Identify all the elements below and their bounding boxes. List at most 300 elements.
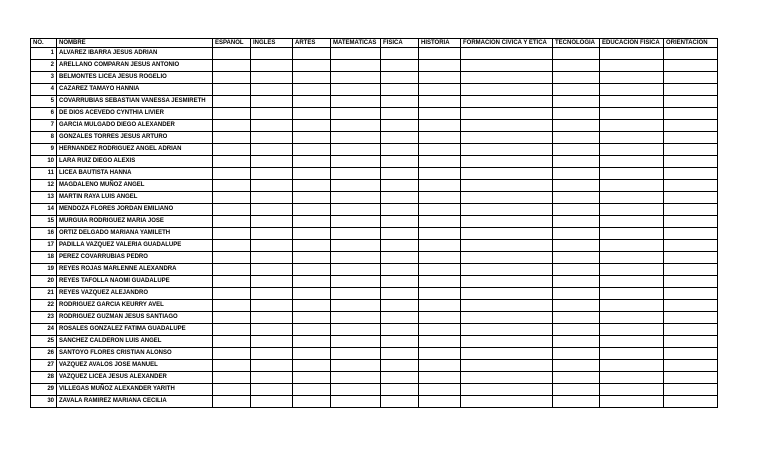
grade-cell[interactable] [213, 336, 251, 348]
grade-cell[interactable] [600, 132, 664, 144]
grade-cell[interactable] [251, 300, 293, 312]
grade-cell[interactable] [293, 180, 331, 192]
grade-cell[interactable] [664, 264, 718, 276]
grade-cell[interactable] [331, 204, 381, 216]
grade-cell[interactable] [600, 312, 664, 324]
grade-cell[interactable] [293, 192, 331, 204]
grade-cell[interactable] [600, 264, 664, 276]
grade-cell[interactable] [381, 372, 419, 384]
grade-cell[interactable] [461, 324, 553, 336]
grade-cell[interactable] [213, 300, 251, 312]
grade-cell[interactable] [251, 264, 293, 276]
grade-cell[interactable] [213, 360, 251, 372]
grade-cell[interactable] [664, 60, 718, 72]
grade-cell[interactable] [331, 192, 381, 204]
grade-cell[interactable] [213, 288, 251, 300]
grade-cell[interactable] [461, 132, 553, 144]
grade-cell[interactable] [213, 396, 251, 408]
grade-cell[interactable] [419, 360, 461, 372]
grade-cell[interactable] [293, 156, 331, 168]
grade-cell[interactable] [664, 360, 718, 372]
grade-cell[interactable] [600, 372, 664, 384]
grade-cell[interactable] [251, 348, 293, 360]
grade-cell[interactable] [213, 276, 251, 288]
grade-cell[interactable] [331, 348, 381, 360]
grade-cell[interactable] [664, 396, 718, 408]
grade-cell[interactable] [600, 336, 664, 348]
grade-cell[interactable] [251, 228, 293, 240]
grade-cell[interactable] [213, 96, 251, 108]
grade-cell[interactable] [381, 360, 419, 372]
grade-cell[interactable] [331, 60, 381, 72]
grade-cell[interactable] [381, 300, 419, 312]
grade-cell[interactable] [251, 180, 293, 192]
grade-cell[interactable] [553, 288, 600, 300]
grade-cell[interactable] [293, 216, 331, 228]
grade-cell[interactable] [293, 84, 331, 96]
grade-cell[interactable] [600, 72, 664, 84]
grade-cell[interactable] [213, 216, 251, 228]
grade-cell[interactable] [331, 240, 381, 252]
grade-cell[interactable] [293, 240, 331, 252]
grade-cell[interactable] [251, 276, 293, 288]
grade-cell[interactable] [293, 336, 331, 348]
grade-cell[interactable] [251, 132, 293, 144]
grade-cell[interactable] [213, 72, 251, 84]
grade-cell[interactable] [664, 192, 718, 204]
grade-cell[interactable] [213, 132, 251, 144]
grade-cell[interactable] [293, 48, 331, 60]
grade-cell[interactable] [419, 216, 461, 228]
grade-cell[interactable] [381, 96, 419, 108]
grade-cell[interactable] [419, 276, 461, 288]
grade-cell[interactable] [600, 384, 664, 396]
grade-cell[interactable] [293, 348, 331, 360]
grade-cell[interactable] [331, 72, 381, 84]
grade-cell[interactable] [461, 288, 553, 300]
grade-cell[interactable] [293, 72, 331, 84]
grade-cell[interactable] [600, 108, 664, 120]
grade-cell[interactable] [419, 372, 461, 384]
grade-cell[interactable] [553, 168, 600, 180]
grade-cell[interactable] [213, 228, 251, 240]
grade-cell[interactable] [553, 216, 600, 228]
grade-cell[interactable] [251, 204, 293, 216]
grade-cell[interactable] [600, 60, 664, 72]
grade-cell[interactable] [251, 120, 293, 132]
grade-cell[interactable] [419, 312, 461, 324]
grade-cell[interactable] [331, 288, 381, 300]
grade-cell[interactable] [553, 240, 600, 252]
grade-cell[interactable] [553, 264, 600, 276]
grade-cell[interactable] [381, 396, 419, 408]
grade-cell[interactable] [419, 348, 461, 360]
grade-cell[interactable] [553, 276, 600, 288]
grade-cell[interactable] [331, 360, 381, 372]
grade-cell[interactable] [293, 96, 331, 108]
grade-cell[interactable] [251, 336, 293, 348]
grade-cell[interactable] [461, 48, 553, 60]
grade-cell[interactable] [251, 168, 293, 180]
grade-cell[interactable] [461, 276, 553, 288]
grade-cell[interactable] [461, 312, 553, 324]
grade-cell[interactable] [251, 240, 293, 252]
grade-cell[interactable] [553, 396, 600, 408]
grade-cell[interactable] [461, 372, 553, 384]
grade-cell[interactable] [664, 204, 718, 216]
grade-cell[interactable] [331, 144, 381, 156]
grade-cell[interactable] [419, 240, 461, 252]
grade-cell[interactable] [664, 108, 718, 120]
grade-cell[interactable] [600, 144, 664, 156]
grade-cell[interactable] [293, 168, 331, 180]
grade-cell[interactable] [381, 180, 419, 192]
grade-cell[interactable] [251, 216, 293, 228]
grade-cell[interactable] [331, 312, 381, 324]
grade-cell[interactable] [553, 60, 600, 72]
grade-cell[interactable] [664, 144, 718, 156]
grade-cell[interactable] [251, 156, 293, 168]
grade-cell[interactable] [461, 84, 553, 96]
grade-cell[interactable] [213, 84, 251, 96]
grade-cell[interactable] [419, 48, 461, 60]
grade-cell[interactable] [381, 144, 419, 156]
grade-cell[interactable] [664, 288, 718, 300]
grade-cell[interactable] [331, 216, 381, 228]
grade-cell[interactable] [419, 264, 461, 276]
grade-cell[interactable] [381, 84, 419, 96]
grade-cell[interactable] [664, 156, 718, 168]
grade-cell[interactable] [331, 336, 381, 348]
grade-cell[interactable] [293, 60, 331, 72]
grade-cell[interactable] [419, 300, 461, 312]
grade-cell[interactable] [381, 216, 419, 228]
grade-cell[interactable] [461, 348, 553, 360]
grade-cell[interactable] [331, 96, 381, 108]
grade-cell[interactable] [331, 120, 381, 132]
grade-cell[interactable] [664, 48, 718, 60]
grade-cell[interactable] [251, 48, 293, 60]
grade-cell[interactable] [600, 288, 664, 300]
grade-cell[interactable] [381, 264, 419, 276]
grade-cell[interactable] [600, 120, 664, 132]
grade-cell[interactable] [600, 192, 664, 204]
grade-cell[interactable] [553, 144, 600, 156]
grade-cell[interactable] [213, 48, 251, 60]
grade-cell[interactable] [331, 84, 381, 96]
grade-cell[interactable] [419, 108, 461, 120]
grade-cell[interactable] [381, 384, 419, 396]
grade-cell[interactable] [213, 156, 251, 168]
grade-cell[interactable] [664, 312, 718, 324]
grade-cell[interactable] [553, 228, 600, 240]
grade-cell[interactable] [461, 396, 553, 408]
grade-cell[interactable] [419, 156, 461, 168]
grade-cell[interactable] [251, 96, 293, 108]
grade-cell[interactable] [461, 216, 553, 228]
grade-cell[interactable] [553, 336, 600, 348]
grade-cell[interactable] [419, 324, 461, 336]
grade-cell[interactable] [461, 60, 553, 72]
grade-cell[interactable] [553, 384, 600, 396]
grade-cell[interactable] [461, 336, 553, 348]
grade-cell[interactable] [381, 168, 419, 180]
grade-cell[interactable] [251, 372, 293, 384]
grade-cell[interactable] [331, 180, 381, 192]
grade-cell[interactable] [419, 228, 461, 240]
grade-cell[interactable] [331, 276, 381, 288]
grade-cell[interactable] [664, 276, 718, 288]
grade-cell[interactable] [293, 108, 331, 120]
grade-cell[interactable] [293, 312, 331, 324]
grade-cell[interactable] [251, 324, 293, 336]
grade-cell[interactable] [600, 300, 664, 312]
grade-cell[interactable] [553, 324, 600, 336]
grade-cell[interactable] [331, 324, 381, 336]
grade-cell[interactable] [213, 312, 251, 324]
grade-cell[interactable] [664, 348, 718, 360]
grade-cell[interactable] [331, 168, 381, 180]
grade-cell[interactable] [600, 156, 664, 168]
grade-cell[interactable] [553, 156, 600, 168]
grade-cell[interactable] [553, 120, 600, 132]
grade-cell[interactable] [419, 120, 461, 132]
grade-cell[interactable] [600, 396, 664, 408]
grade-cell[interactable] [553, 252, 600, 264]
grade-cell[interactable] [381, 312, 419, 324]
grade-cell[interactable] [664, 336, 718, 348]
grade-cell[interactable] [600, 168, 664, 180]
grade-cell[interactable] [461, 228, 553, 240]
grade-cell[interactable] [293, 228, 331, 240]
grade-cell[interactable] [213, 168, 251, 180]
grade-cell[interactable] [600, 204, 664, 216]
grade-cell[interactable] [419, 384, 461, 396]
grade-cell[interactable] [381, 120, 419, 132]
grade-cell[interactable] [664, 252, 718, 264]
grade-cell[interactable] [293, 396, 331, 408]
grade-cell[interactable] [553, 180, 600, 192]
grade-cell[interactable] [331, 108, 381, 120]
grade-cell[interactable] [600, 252, 664, 264]
grade-cell[interactable] [664, 96, 718, 108]
grade-cell[interactable] [664, 216, 718, 228]
grade-cell[interactable] [251, 288, 293, 300]
grade-cell[interactable] [293, 132, 331, 144]
grade-cell[interactable] [381, 60, 419, 72]
grade-cell[interactable] [461, 120, 553, 132]
grade-cell[interactable] [381, 108, 419, 120]
grade-cell[interactable] [419, 132, 461, 144]
grade-cell[interactable] [381, 48, 419, 60]
grade-cell[interactable] [553, 312, 600, 324]
grade-cell[interactable] [331, 48, 381, 60]
grade-cell[interactable] [293, 204, 331, 216]
grade-cell[interactable] [600, 180, 664, 192]
grade-cell[interactable] [419, 96, 461, 108]
grade-cell[interactable] [461, 252, 553, 264]
grade-cell[interactable] [293, 384, 331, 396]
grade-cell[interactable] [461, 168, 553, 180]
grade-cell[interactable] [331, 156, 381, 168]
grade-cell[interactable] [600, 48, 664, 60]
grade-cell[interactable] [461, 72, 553, 84]
grade-cell[interactable] [553, 192, 600, 204]
grade-cell[interactable] [461, 264, 553, 276]
grade-cell[interactable] [600, 240, 664, 252]
grade-cell[interactable] [213, 204, 251, 216]
grade-cell[interactable] [213, 180, 251, 192]
grade-cell[interactable] [213, 384, 251, 396]
grade-cell[interactable] [553, 360, 600, 372]
grade-cell[interactable] [664, 324, 718, 336]
grade-cell[interactable] [600, 276, 664, 288]
grade-cell[interactable] [381, 324, 419, 336]
grade-cell[interactable] [251, 192, 293, 204]
grade-cell[interactable] [251, 60, 293, 72]
grade-cell[interactable] [293, 276, 331, 288]
grade-cell[interactable] [419, 144, 461, 156]
grade-cell[interactable] [664, 180, 718, 192]
grade-cell[interactable] [553, 48, 600, 60]
grade-cell[interactable] [600, 84, 664, 96]
grade-cell[interactable] [419, 252, 461, 264]
grade-cell[interactable] [213, 324, 251, 336]
grade-cell[interactable] [553, 84, 600, 96]
grade-cell[interactable] [461, 300, 553, 312]
grade-cell[interactable] [664, 372, 718, 384]
grade-cell[interactable] [213, 264, 251, 276]
grade-cell[interactable] [251, 84, 293, 96]
grade-cell[interactable] [251, 252, 293, 264]
grade-cell[interactable] [419, 180, 461, 192]
grade-cell[interactable] [293, 324, 331, 336]
grade-cell[interactable] [600, 228, 664, 240]
grade-cell[interactable] [419, 204, 461, 216]
grade-cell[interactable] [461, 360, 553, 372]
grade-cell[interactable] [381, 132, 419, 144]
grade-cell[interactable] [251, 360, 293, 372]
grade-cell[interactable] [461, 384, 553, 396]
grade-cell[interactable] [381, 204, 419, 216]
grade-cell[interactable] [381, 156, 419, 168]
grade-cell[interactable] [331, 252, 381, 264]
grade-cell[interactable] [553, 372, 600, 384]
grade-cell[interactable] [600, 348, 664, 360]
grade-cell[interactable] [419, 288, 461, 300]
grade-cell[interactable] [213, 348, 251, 360]
grade-cell[interactable] [251, 396, 293, 408]
grade-cell[interactable] [381, 228, 419, 240]
grade-cell[interactable] [664, 384, 718, 396]
grade-cell[interactable] [664, 228, 718, 240]
grade-cell[interactable] [664, 168, 718, 180]
grade-cell[interactable] [251, 108, 293, 120]
grade-cell[interactable] [600, 96, 664, 108]
grade-cell[interactable] [600, 324, 664, 336]
grade-cell[interactable] [331, 300, 381, 312]
grade-cell[interactable] [553, 108, 600, 120]
grade-cell[interactable] [381, 336, 419, 348]
grade-cell[interactable] [461, 192, 553, 204]
grade-cell[interactable] [293, 120, 331, 132]
grade-cell[interactable] [213, 120, 251, 132]
grade-cell[interactable] [553, 300, 600, 312]
grade-cell[interactable] [293, 300, 331, 312]
grade-cell[interactable] [381, 288, 419, 300]
grade-cell[interactable] [213, 144, 251, 156]
grade-cell[interactable] [381, 348, 419, 360]
grade-cell[interactable] [461, 108, 553, 120]
grade-cell[interactable] [664, 132, 718, 144]
grade-cell[interactable] [213, 240, 251, 252]
grade-cell[interactable] [461, 96, 553, 108]
grade-cell[interactable] [381, 192, 419, 204]
grade-cell[interactable] [251, 72, 293, 84]
grade-cell[interactable] [419, 72, 461, 84]
grade-cell[interactable] [419, 168, 461, 180]
grade-cell[interactable] [664, 72, 718, 84]
grade-cell[interactable] [461, 240, 553, 252]
grade-cell[interactable] [331, 132, 381, 144]
grade-cell[interactable] [553, 348, 600, 360]
grade-cell[interactable] [419, 84, 461, 96]
grade-cell[interactable] [251, 384, 293, 396]
grade-cell[interactable] [293, 360, 331, 372]
grade-cell[interactable] [213, 372, 251, 384]
grade-cell[interactable] [419, 336, 461, 348]
grade-cell[interactable] [213, 108, 251, 120]
grade-cell[interactable] [213, 60, 251, 72]
grade-cell[interactable] [293, 288, 331, 300]
grade-cell[interactable] [331, 384, 381, 396]
grade-cell[interactable] [419, 396, 461, 408]
grade-cell[interactable] [331, 372, 381, 384]
grade-cell[interactable] [664, 120, 718, 132]
grade-cell[interactable] [553, 96, 600, 108]
grade-cell[interactable] [461, 204, 553, 216]
grade-cell[interactable] [461, 180, 553, 192]
grade-cell[interactable] [381, 252, 419, 264]
grade-cell[interactable] [213, 252, 251, 264]
grade-cell[interactable] [381, 240, 419, 252]
grade-cell[interactable] [213, 192, 251, 204]
grade-cell[interactable] [553, 132, 600, 144]
grade-cell[interactable] [293, 252, 331, 264]
grade-cell[interactable] [251, 312, 293, 324]
grade-cell[interactable] [461, 144, 553, 156]
grade-cell[interactable] [419, 192, 461, 204]
grade-cell[interactable] [664, 84, 718, 96]
grade-cell[interactable] [293, 264, 331, 276]
grade-cell[interactable] [461, 156, 553, 168]
grade-cell[interactable] [293, 144, 331, 156]
grade-cell[interactable] [664, 240, 718, 252]
grade-cell[interactable] [331, 264, 381, 276]
grade-cell[interactable] [331, 228, 381, 240]
grade-cell[interactable] [419, 60, 461, 72]
grade-cell[interactable] [251, 144, 293, 156]
grade-cell[interactable] [293, 372, 331, 384]
grade-cell[interactable] [600, 216, 664, 228]
grade-cell[interactable] [553, 72, 600, 84]
grade-cell[interactable] [381, 72, 419, 84]
grade-cell[interactable] [331, 396, 381, 408]
grade-cell[interactable] [381, 276, 419, 288]
grade-cell[interactable] [664, 300, 718, 312]
grade-cell[interactable] [553, 204, 600, 216]
grade-cell[interactable] [600, 360, 664, 372]
